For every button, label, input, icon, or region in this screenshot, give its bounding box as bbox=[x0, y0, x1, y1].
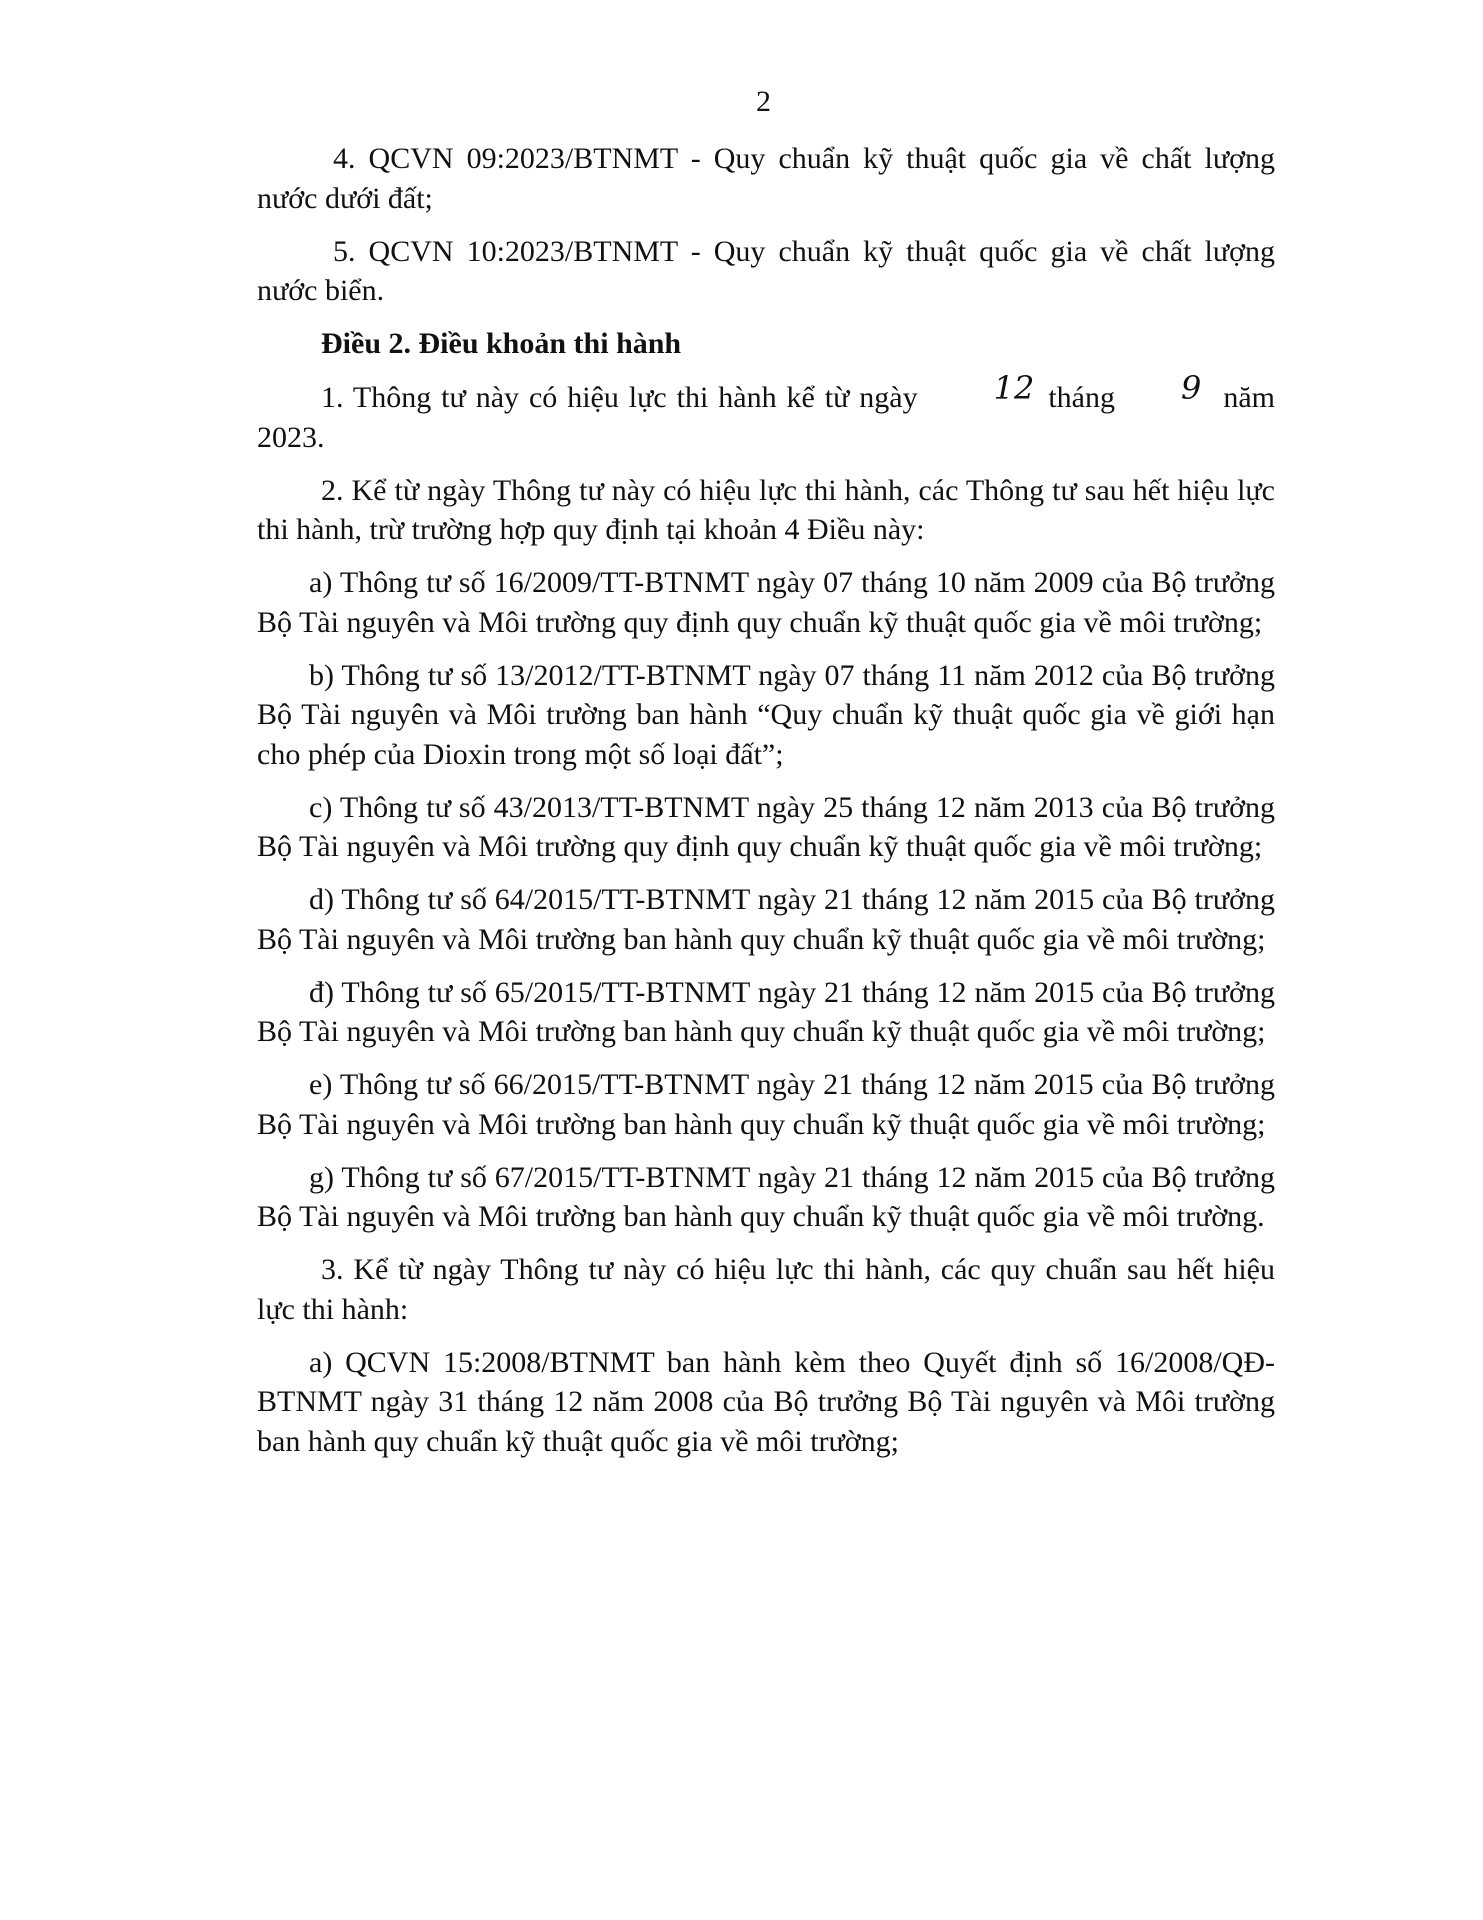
clause-1-suffix: năm 2023. bbox=[257, 381, 1275, 454]
document-body bbox=[257, 139, 1275, 1475]
handwritten-day: 12 bbox=[993, 369, 1035, 407]
item-5: 5. QCVN 10:2023/BTNMT - Quy chuẩn kỹ thuật quốc gia về chất lượng nước biển. bbox=[257, 234, 1275, 307]
clause-2-item-d: d) Thông tư số 64/2015/TT-BTNMT ngày 21 tháng 12 năm 2015 của Bộ trưởng Bộ Tài nguyên và Môi trường ban hành quy chuẩn kỹ thuật quốc gia về môi trường; bbox=[257, 883, 1275, 956]
article-2-heading: Điều 2. Điều khoản thi hành bbox=[321, 327, 682, 360]
article-2-clause-1 bbox=[257, 369, 1275, 457]
page-number: 2 bbox=[756, 85, 771, 118]
clause-2-item-c: c) Thông tư số 43/2013/TT-BTNMT ngày 25 tháng 12 năm 2013 của Bộ trưởng Bộ Tài nguyên và Môi trường quy định quy chuẩn kỹ thuật quốc gia về môi trường; bbox=[257, 790, 1275, 863]
article-2-clause-3: 3. Kể từ ngày Thông tư này có hiệu lực thi hành, các quy chuẩn sau hết hiệu lực thi hành: bbox=[257, 1253, 1275, 1326]
handwritten-month: 9 bbox=[1180, 369, 1202, 407]
clause-3-item-a: a) QCVN 15:2008/BTNMT ban hành kèm theo Quyết định số 16/2008/QĐ-BTNMT ngày 31 tháng 12 năm 2008 của Bộ trưởng Bộ Tài nguyên và Môi trường ban hành quy chuẩn kỹ thuật quốc gia về môi trường; bbox=[257, 1345, 1275, 1458]
clause-1-prefix: 1. Thông tư này có hiệu lực thi hành kể từ ngày bbox=[321, 381, 918, 414]
clause-2-item-a: a) Thông tư số 16/2009/TT-BTNMT ngày 07 tháng 10 năm 2009 của Bộ trưởng Bộ Tài nguyên và Môi trường quy định quy chuẩn kỹ thuật quốc gia về môi trường; bbox=[257, 566, 1275, 639]
clause-2-item-e: e) Thông tư số 66/2015/TT-BTNMT ngày 21 tháng 12 năm 2015 của Bộ trưởng Bộ Tài nguyên và Môi trường ban hành quy chuẩn kỹ thuật quốc gia về môi trường; bbox=[257, 1068, 1275, 1141]
article-2-clause-2: 2. Kể từ ngày Thông tư này có hiệu lực thi hành, các Thông tư sau hết hiệu lực thi hành, trừ trường hợp quy định tại khoản 4 Điều này: bbox=[257, 473, 1275, 546]
clause-2-item-g: g) Thông tư số 67/2015/TT-BTNMT ngày 21 tháng 12 năm 2015 của Bộ trưởng Bộ Tài nguyên và Môi trường ban hành quy chuẩn kỹ thuật quốc gia về môi trường. bbox=[257, 1160, 1275, 1233]
clause-2-item-b: b) Thông tư số 13/2012/TT-BTNMT ngày 07 tháng 11 năm 2012 của Bộ trưởng Bộ Tài nguyên và Môi trường ban hành “Quy chuẩn kỹ thuật quốc gia về giới hạn cho phép của Dioxin trong một số loại đất”; bbox=[257, 658, 1275, 771]
clause-1-month-word: tháng bbox=[1048, 381, 1115, 414]
clause-2-item-dd: đ) Thông tư số 65/2015/TT-BTNMT ngày 21 tháng 12 năm 2015 của Bộ trưởng Bộ Tài nguyên và Môi trường ban hành quy chuẩn kỹ thuật quốc gia về môi trường; bbox=[257, 975, 1275, 1048]
item-4: 4. QCVN 09:2023/BTNMT - Quy chuẩn kỹ thuật quốc gia về chất lượng nước dưới đất; bbox=[257, 142, 1275, 215]
